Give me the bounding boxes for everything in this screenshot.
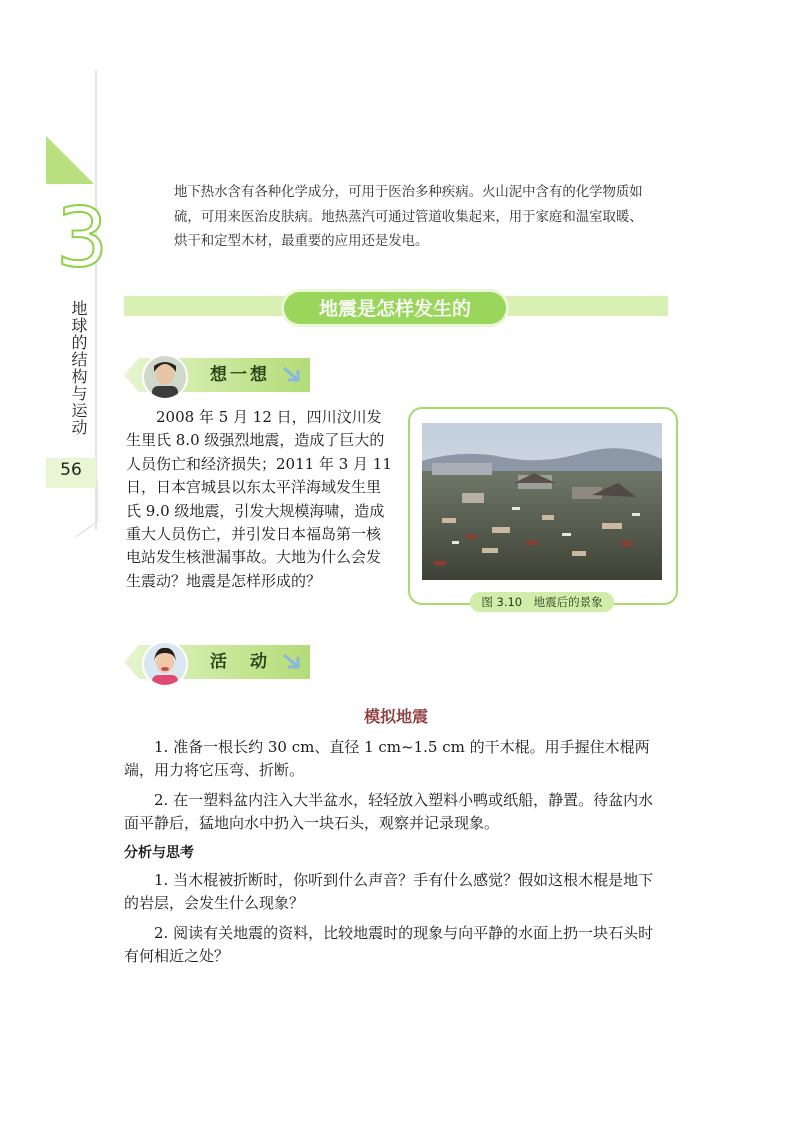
activity-title: 模拟地震 <box>363 707 428 726</box>
activity-step-1: 1. 准备一根长约 30 cm、直径 1 cm~1.5 cm 的干木棍。用手握住木棍两端，用力将它压弯、折断。 <box>124 738 650 780</box>
arrow-down-right-icon <box>280 364 304 386</box>
student-avatar <box>142 354 188 400</box>
arrow-down-right-icon <box>280 651 304 673</box>
section-title: 地震是怎样发生的 <box>318 298 471 320</box>
activity-label: 活 动 <box>210 652 270 672</box>
chapter-title: 地球的结构与运动 <box>69 300 88 436</box>
activity-steps <box>124 736 668 975</box>
think-heading <box>124 358 310 392</box>
activity-step-2: 2. 在一塑料盆内注入大半盆水，轻轻放入塑料小鸭或纸船，静置。待盆内水面平静后，猛地向水中扔入一块石头，观察并记录现象。 <box>124 790 654 833</box>
earthquake-news-paragraph <box>126 406 394 593</box>
earthquake-aftermath-photo <box>422 423 662 580</box>
page-number: 56 <box>60 460 82 480</box>
figure-caption: 图 3.10 地震后的景象 <box>481 595 603 609</box>
corner-triangle-decoration <box>46 136 94 184</box>
chapter-number: 3 <box>56 191 109 286</box>
analysis-question-1: 1. 当木棍被折断时，你听到什么声音？手有什么感觉？假如这根木棍是地下的岩层，会发生什么现象？ <box>124 871 654 913</box>
analysis-heading: 分析与思考 <box>124 844 194 861</box>
analysis-question-2: 2. 阅读有关地震的资料，比较地震时的现象与向平静的水面上扔一块石头时有何相近之处？ <box>124 923 654 966</box>
activity-heading <box>124 645 310 679</box>
intro-paragraph: 地下热水含有各种化学成分，可用于医治多种疾病。火山泥中含有的化学物质如硫，可用来医治皮肤病。地热蒸汽可通过管道收集起来，用于家庭和温室取暖、烘干和定型木材，最重要的应用还是发电。 <box>174 185 643 249</box>
student-avatar <box>142 641 188 687</box>
think-label: 想一想 <box>210 365 270 385</box>
think-text: 2008 年 5 月 12 日，四川汶川发生里氏 8.0 级强烈地震，造成了巨大的人员伤亡和经济损失；2011 年 3 月 11 日，日本宫城县以东太平洋海域发生里氏 9.0 级地震，引发大规模海啸，造成重大人员伤亡，并引发日本福岛第一核电站发生核泄漏事故。大地为什么会发生震动？地震是怎样形成的？ <box>126 408 392 590</box>
